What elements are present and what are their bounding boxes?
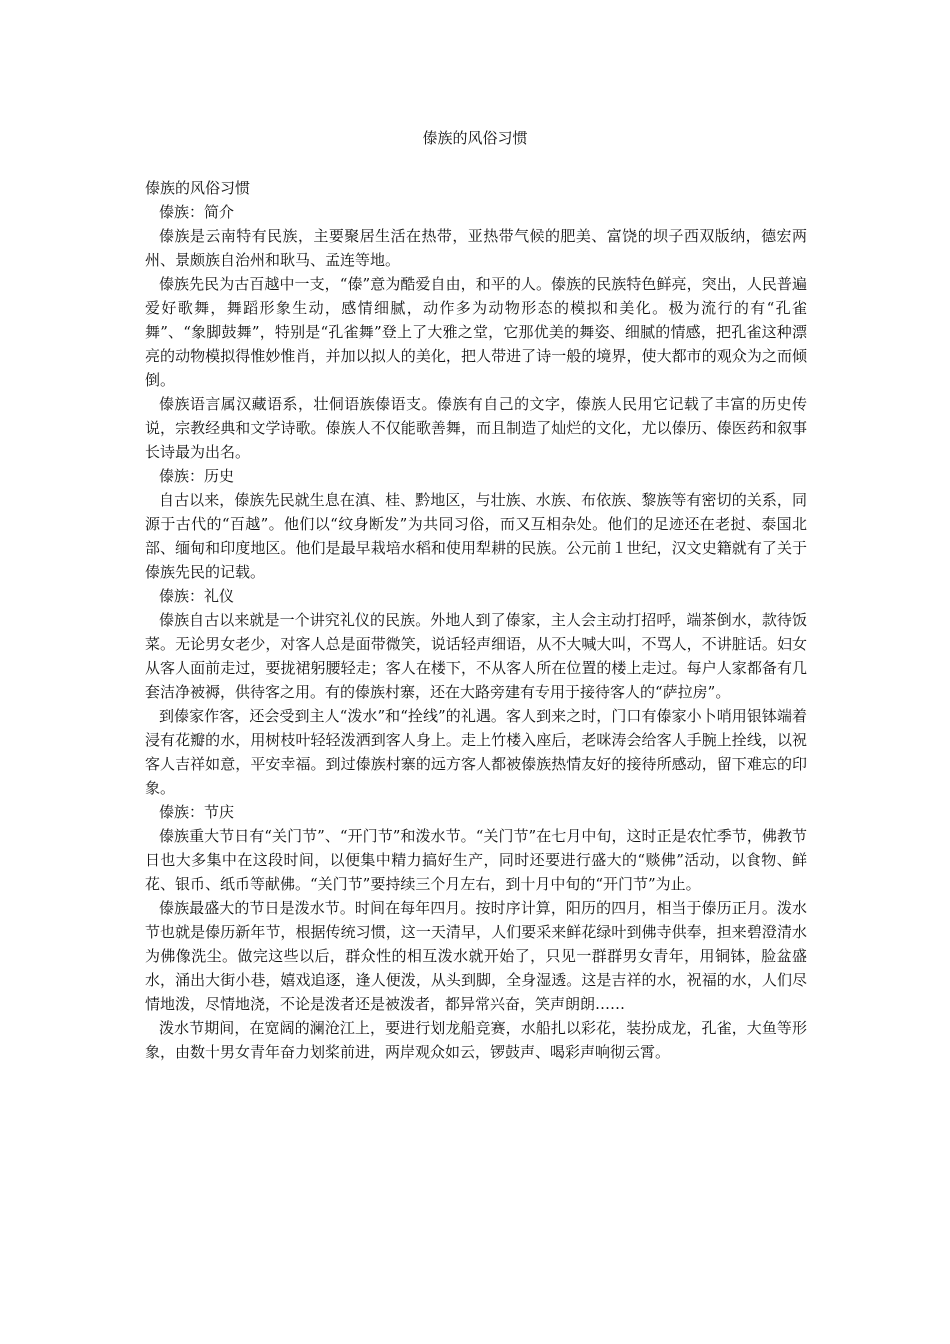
document-subtitle: 傣族的风俗习惯 (145, 179, 251, 197)
paragraph: 傣族是云南特有民族，主要聚居生活在热带，亚热带气候的肥美、富饶的坝子西双版纳，德宏两州、景颇族自治州和耿马、孟连等地。 (145, 227, 807, 269)
paragraph: 自古以来，傣族先民就生息在滇、桂、黔地区，与壮族、水族、布依族、黎族等有密切的关系，同源于古代的“百越”。他们以“纹身断发”为共同习俗，而又互相杂处。他们的足迹还在老挝、泰国北部、缅甸和印度地区。他们是最早栽培水稻和使用犁耕的民族。公元前１世纪，汉文史籍就有了关于傣族先民的记载。 (145, 491, 807, 581)
paragraph: 傣族最盛大的节日是泼水节。时间在每年四月。按时序计算，阳历的四月，相当于傣历正月。泼水节也就是傣历新年节，根据传统习惯，这一天清早，人们要采来鲜花绿叶到佛寺供奉，担来碧澄清水为佛像洗尘。做完这些以后，群众性的相互泼水就开始了，只见一群群男女青年，用铜钵，脸盆盛水，涌出大街小巷，嬉戏追逐，逢人便泼，从头到脚，全身湿透。这是吉祥的水，祝福的水，人们尽情地泼，尽情地浇，不论是泼者还是被泼者，都异常兴奋，笑声朗朗…… (145, 899, 807, 1013)
paragraph: 傣族重大节日有“关门节”、“开门节”和泼水节。“关门节”在七月中旬，这时正是农忙季节，佛教节日也大多集中在这段时间，以便集中精力搞好生产，同时还要进行盛大的“赕佛”活动，以食物、鲜花、银币、纸币等献佛。“关门节”要持续三个月左右，到十月中旬的“开门节”为止。 (145, 827, 807, 893)
document-body (145, 176, 807, 1064)
paragraph: 傣族先民为古百越中一支，“傣”意为酷爱自由，和平的人。傣族的民族特色鲜亮，突出，人民普遍爱好歌舞，舞蹈形象生动，感情细腻，动作多为动物形态的模拟和美化。极为流行的有“孔雀舞”、“象脚鼓舞”，特别是“孔雀舞”登上了大雅之堂，它那优美的舞姿、细腻的情感，把孔雀这种漂亮的动物模拟得惟妙惟肖，并加以拟人的美化，把人带进了诗一般的境界，使大都市的观众为之而倾倒。 (145, 275, 807, 389)
paragraph: 傣族语言属汉藏语系，壮侗语族傣语支。傣族有自己的文字，傣族人民用它记载了丰富的历史传说，宗教经典和文学诗歌。傣族人不仅能歌善舞，而且制造了灿烂的文化，尤以傣历、傣医药和叙事长诗最为出名。 (145, 395, 807, 461)
section-heading-festivals: 傣族：节庆 (159, 803, 235, 821)
page-title: 傣族的风俗习惯 (422, 129, 528, 147)
section-heading-history: 傣族：历史 (159, 467, 235, 485)
paragraph: 到傣家作客，还会受到主人“泼水”和“拴线”的礼遇。客人到来之时，门口有傣家小卜哨用银钵端着浸有花瓣的水，用树枝叶轻轻泼洒到客人身上。走上竹楼入座后，老咪涛会给客人手腕上拴线，以祝客人吉祥如意，平安幸福。到过傣族村寨的远方客人都被傣族热情友好的接待所感动，留下难忘的印象。 (145, 707, 807, 797)
section-heading-intro: 傣族：简介 (159, 203, 235, 221)
section-heading-etiquette: 傣族：礼仪 (159, 587, 235, 605)
paragraph: 泼水节期间，在宽阔的澜沧江上，要进行划龙船竞赛，水船扎以彩花，装扮成龙，孔雀，大鱼等形象，由数十男女青年奋力划桨前进，两岸观众如云，锣鼓声、喝彩声响彻云霄。 (145, 1019, 807, 1061)
paragraph: 傣族自古以来就是一个讲究礼仪的民族。外地人到了傣家，主人会主动打招呼，端茶倒水，款待饭菜。无论男女老少，对客人总是面带微笑，说话轻声细语，从不大喊大叫，不骂人，不讲脏话。妇女从客人面前走过，要拢裙躬腰轻走；客人在楼下，不从客人所在位置的楼上走过。每户人家都备有几套洁净被褥，供待客之用。有的傣族村寨，还在大路旁建有专用于接待客人的“萨拉房”。 (145, 611, 807, 701)
